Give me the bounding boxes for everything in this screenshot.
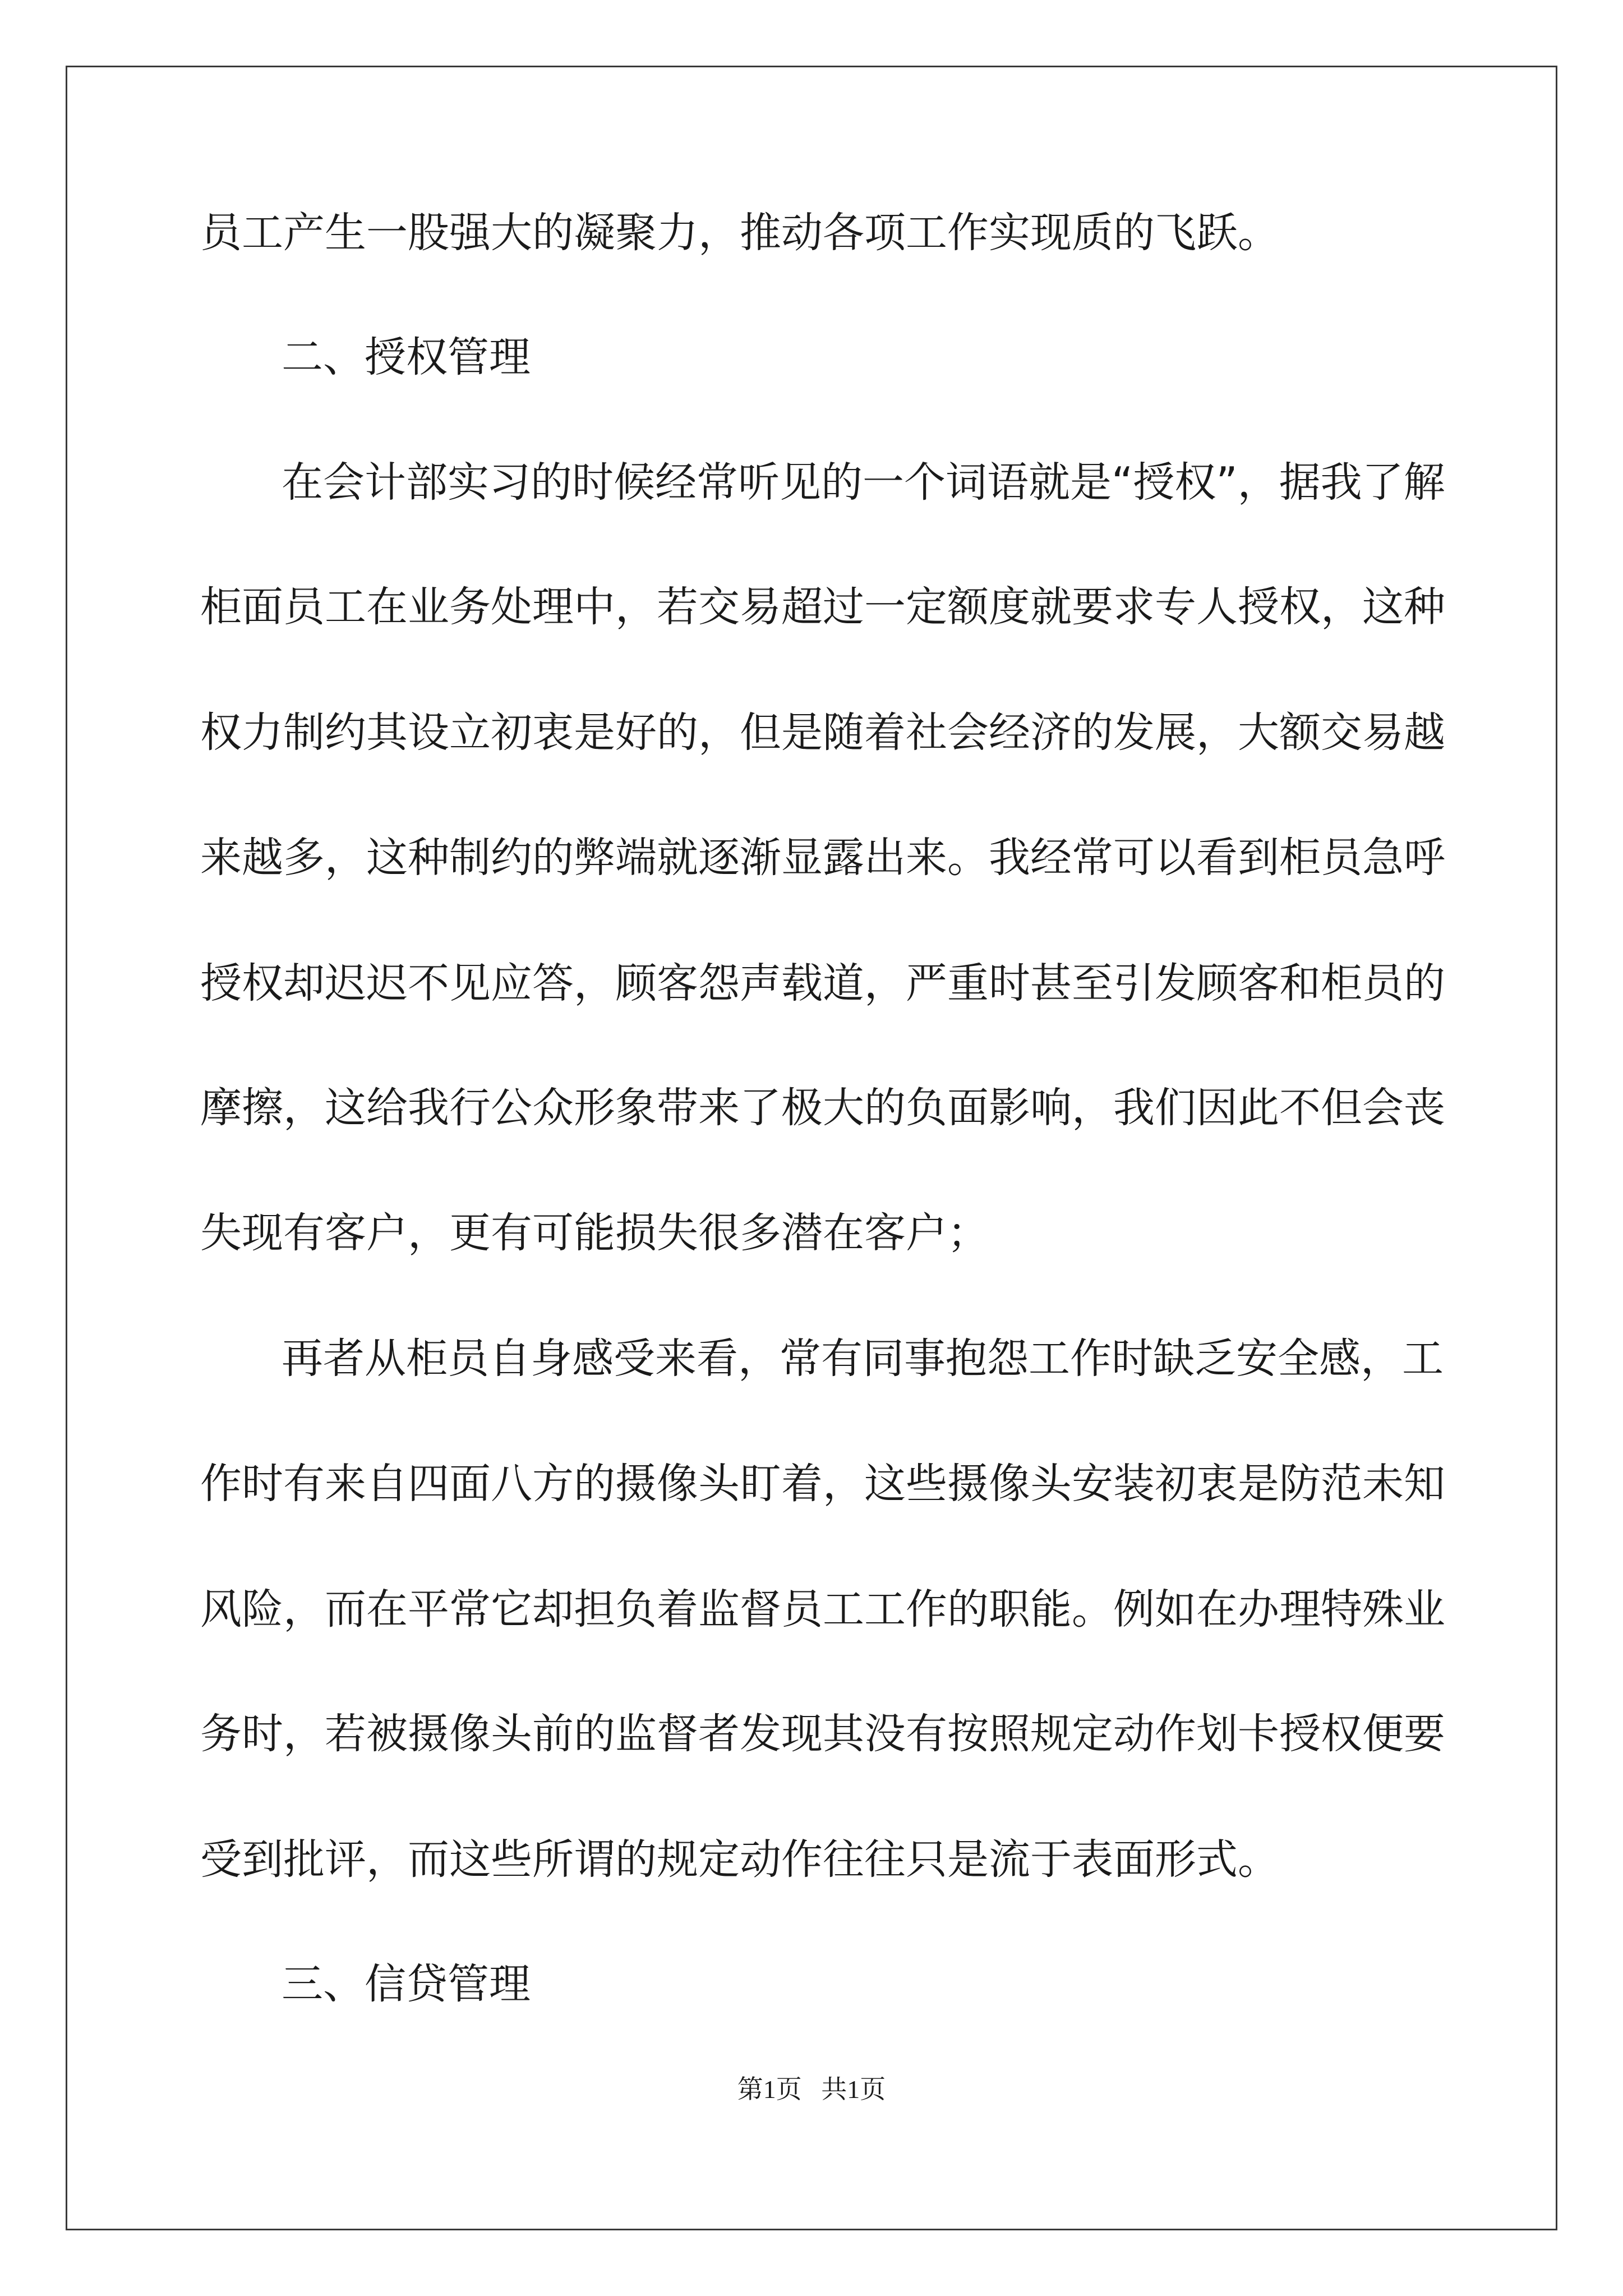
body-line-9: 失现有客户，更有可能损失很多潜在客户； bbox=[200, 1209, 989, 1257]
body-line-5: 权力制约其设立初衷是好的，但是随着社会经济的发展，大额交易越 bbox=[200, 708, 1445, 757]
body-line-1: 员工产生一股强大的凝聚力，推动各项工作实现质的飞跃。 bbox=[200, 209, 1279, 257]
section-heading-credit: 三、信贷管理 bbox=[282, 1960, 531, 2008]
body-line-7: 授权却迟迟不见应答，顾客怨声载道，严重时甚至引发顾客和柜员的 bbox=[200, 959, 1445, 1007]
body-line-8: 摩擦，这给我行公众形象带来了极大的负面影响，我们因此不但会丧 bbox=[200, 1084, 1445, 1132]
body-line-12: 风险，而在平常它却担负着监督员工工作的职能。例如在办理特殊业 bbox=[200, 1585, 1445, 1634]
page-number-footer: 第1页 共1页 bbox=[737, 2075, 886, 2104]
body-line-4: 柜面员工在业务处理中，若交易超过一定额度就要求专人授权，这种 bbox=[200, 583, 1445, 631]
body-line-10: 再者从柜员自身感受来看，常有同事抱怨工作时缺乏安全感，工 bbox=[282, 1335, 1444, 1383]
body-line-14: 受到批评，而这些所谓的规定动作往往只是流于表面形式。 bbox=[200, 1835, 1279, 1884]
body-line-3: 在会计部实习的时候经常听见的一个词语就是“授权”，据我了解 bbox=[282, 458, 1445, 507]
body-line-11: 作时有来自四面八方的摄像头盯着，这些摄像头安装初衷是防范未知 bbox=[200, 1460, 1445, 1508]
body-line-13: 务时，若被摄像头前的监督者发现其没有按照规定动作划卡授权便要 bbox=[200, 1710, 1445, 1758]
body-line-6: 来越多，这种制约的弊端就逐渐显露出来。我经常可以看到柜员急呼 bbox=[200, 834, 1445, 882]
section-heading-authorization: 二、授权管理 bbox=[282, 333, 531, 381]
